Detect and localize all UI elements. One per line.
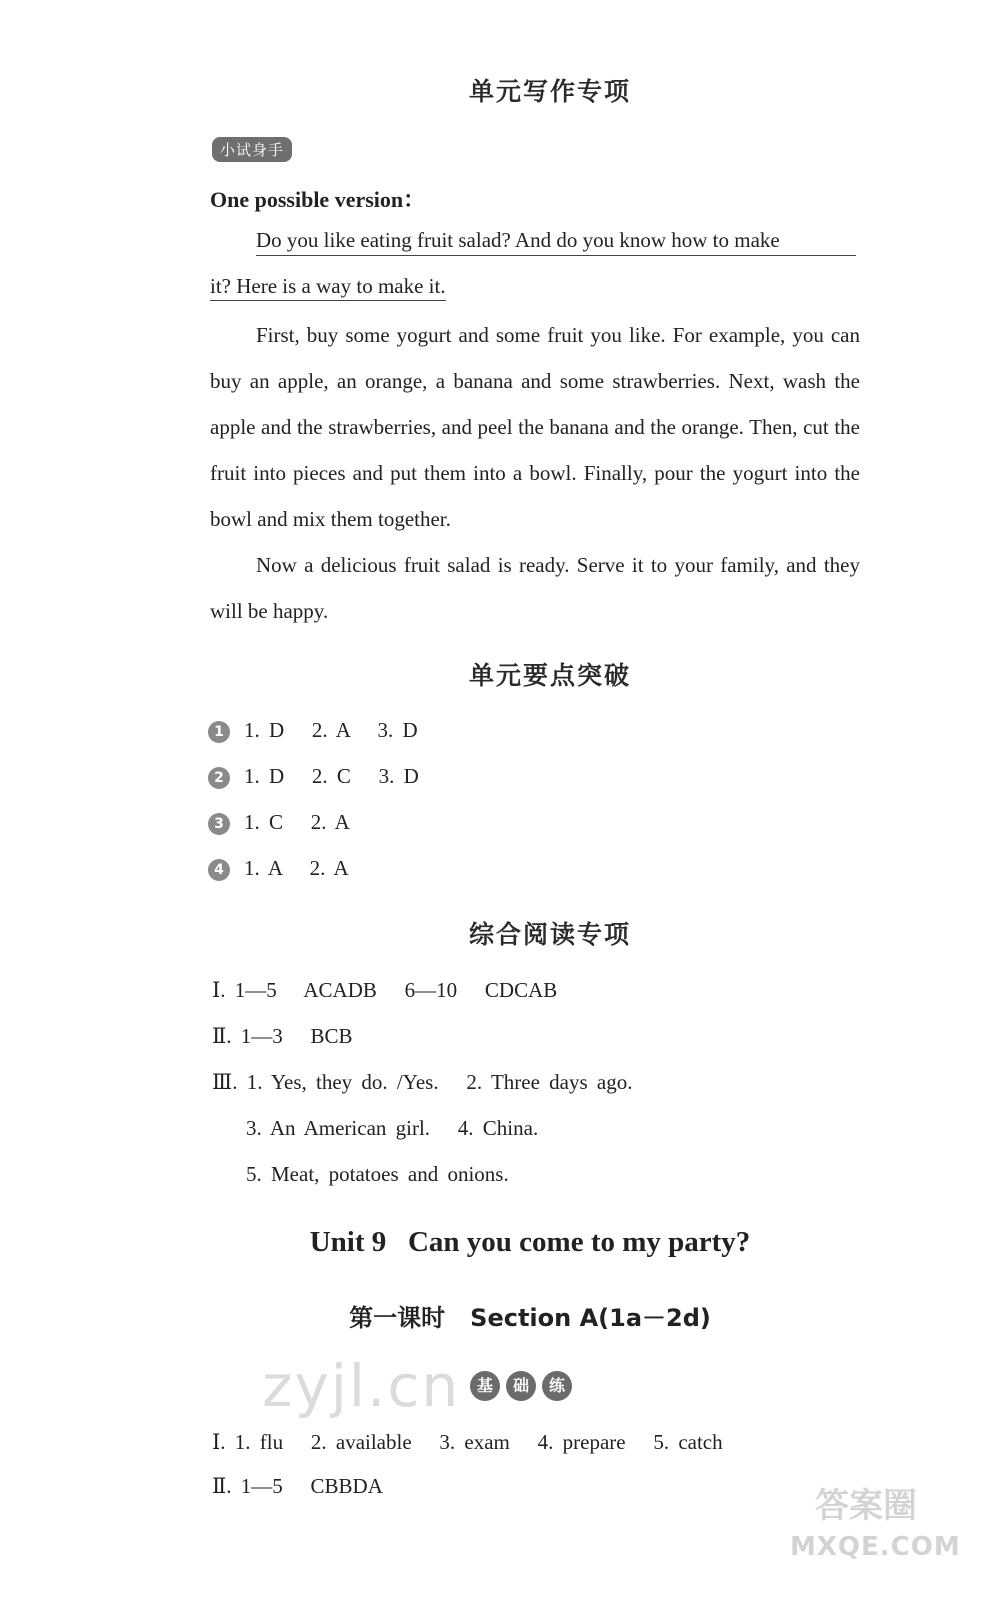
number-circle-icon: 3	[208, 813, 230, 835]
unit-answer-1: Ⅰ. 1. flu 2. available 3. exam 4. prepare 5. catch	[212, 1430, 723, 1454]
reading-answer-4: 3. An American girl. 4. China.	[246, 1116, 539, 1140]
badge-char: 基	[470, 1371, 500, 1401]
paragraph-first: First, buy some yogurt and some fruit you like. For example, you can buy an apple, an orange, a banana and some strawberries. Next, wash the apple and the strawberries, and peel the banana and the orange. Then, cut the fruit into pieces and put them into a bowl. Finally, pour the yogurt into the bowl and mix them together.	[210, 323, 860, 531]
reading-answer-3: Ⅲ. 1. Yes, they do. /Yes. 2. Three days ago.	[212, 1070, 633, 1094]
version-label: One possible version：	[210, 187, 426, 212]
reading-answer-5: 5. Meat, potatoes and onions.	[246, 1162, 509, 1186]
reading-section-heading: 综合阅读专项	[468, 920, 631, 949]
mxqe-watermark: MXQE.COM	[790, 1532, 961, 1562]
daan-watermark: 答案圈	[815, 1486, 917, 1526]
unit-answer-2: Ⅱ. 1—5 CBBDA	[212, 1474, 383, 1498]
answer-row	[208, 810, 350, 835]
unit-title: Unit 9 Can you come to my party?	[309, 1226, 751, 1258]
reading-answer-1: Ⅰ. 1—5 ACADB 6—10 CDCAB	[212, 978, 558, 1002]
number-circle-icon: 4	[208, 859, 230, 881]
answer-text: 1. D 2. A 3. D	[244, 718, 418, 742]
tag-label: 小试身手	[212, 137, 292, 162]
intro-line-2: it? Here is a way to make it.	[210, 274, 446, 301]
number-circle-icon: 2	[208, 767, 230, 789]
answer-text: 1. C 2. A	[244, 810, 350, 834]
number-circle-icon: 1	[208, 721, 230, 743]
answer-row	[208, 856, 349, 881]
writing-section-heading: 单元写作专项	[468, 77, 631, 106]
intro-block	[210, 228, 860, 299]
key-points-heading: 单元要点突破	[468, 661, 631, 690]
badge-char: 础	[506, 1371, 536, 1401]
answer-text: 1. D 2. C 3. D	[244, 764, 419, 788]
zyjl-watermark: zyjl.cn	[262, 1352, 461, 1420]
answer-text: 1. A 2. A	[244, 856, 349, 880]
answer-row	[208, 764, 419, 789]
reading-answer-2: Ⅱ. 1—3 BCB	[212, 1024, 353, 1048]
intro-line-1: Do you like eating fruit salad? And do you know how to make	[256, 228, 856, 256]
answer-row	[208, 718, 418, 743]
basic-practice-badge	[470, 1371, 572, 1401]
lesson-title: 第一课时 Section A(1a－2d)	[349, 1304, 711, 1332]
badge-char: 练	[542, 1371, 572, 1401]
paragraph-now: Now a delicious fruit salad is ready. Serve it to your family, and they will be happy.	[210, 553, 860, 623]
